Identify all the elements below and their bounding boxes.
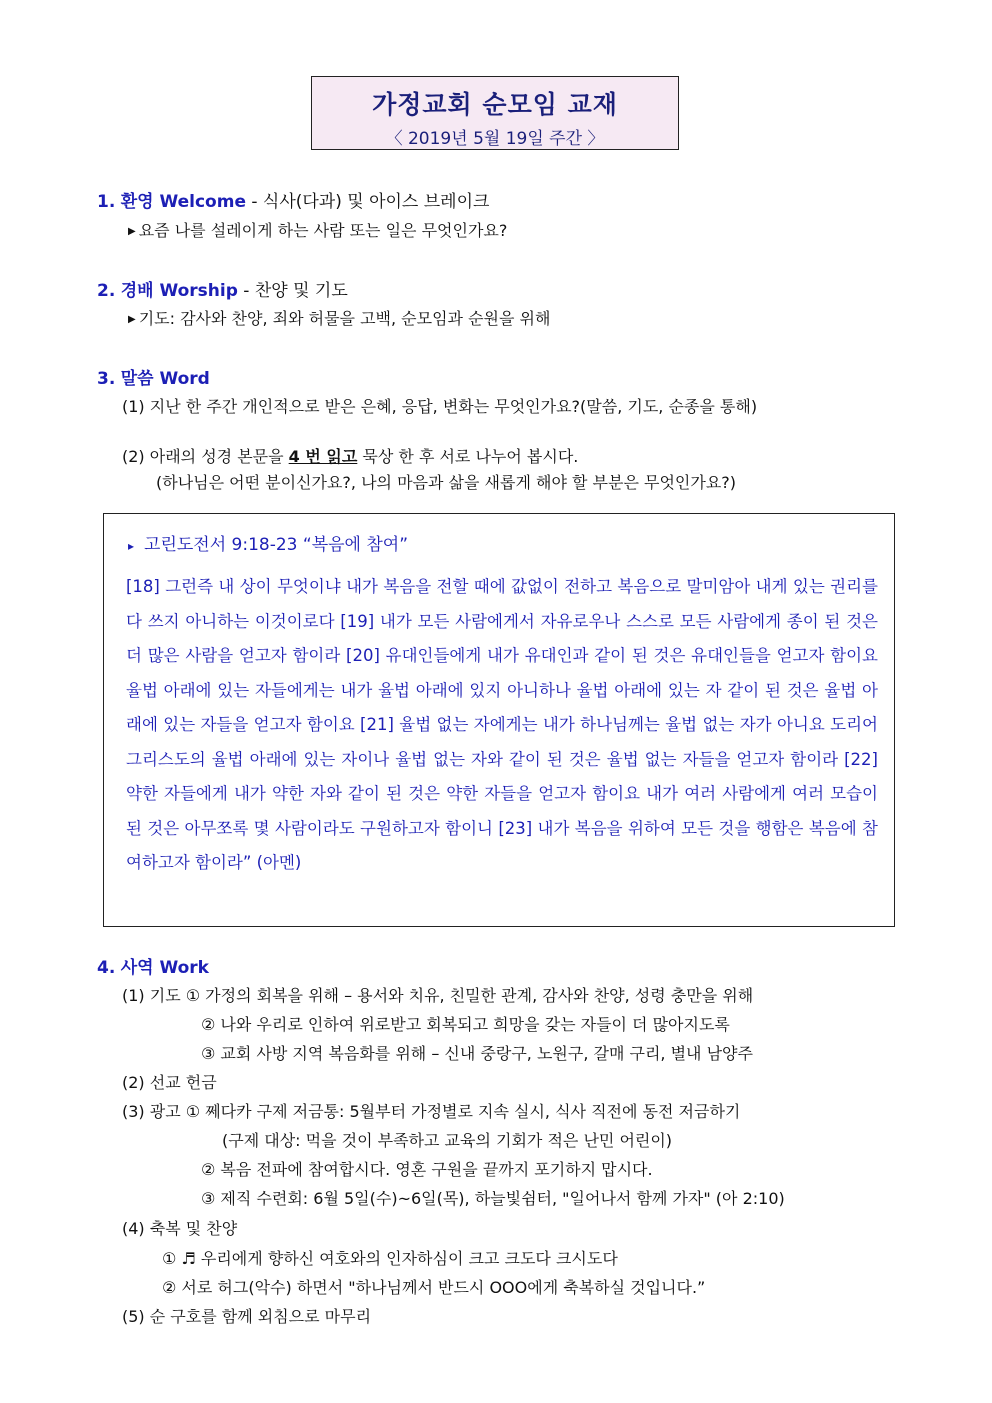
triangle-right-icon: ▶	[128, 226, 136, 237]
section-title: 환영 Welcome	[120, 192, 246, 212]
triangle-right-icon: ▸	[128, 539, 135, 553]
section-2-heading	[97, 276, 348, 301]
page-subtitle: 〈 2019년 5월 19일 주간 〉	[385, 129, 605, 149]
work-line: ② 서로 허그(악수) 하면서 "하나님께서 반드시 OOO에게 축복하실 것입니다.”	[162, 1278, 706, 1297]
work-line: (4) 축복 및 찬양	[122, 1219, 238, 1238]
work-line: (3) 광고 ① 쩨다카 구제 저금통: 5월부터 가정별로 지속 실시, 식사 직전에 동전 저금하기	[122, 1102, 741, 1121]
passage-text: [18] 그런즉 내 상이 무엇이냐 내가 복음을 전할 때에 값없이 전하고 복음으로 말미암아 내게 있는 권리를 다 쓰지 아니하는 이것이로다 [19] 내가 모든 사람에게서 자유로우나 스스로 모든 사람에게 종이 된 것은 더 많은 사람을 얻고자 함이라 [20] 유대인들에게 내가 유대인과 같이 된 것은 유대인들을 얻고자 함이요 율법 아래에 있는 자들에게는 내가 율법 아래에 있지 아니하나 율법 아래에 있는 자 같이 된 것은 율법 아래에 있는 자들을 얻고자 함이요 [21] 율법 없는 자에게는 내가 하나님께는 율법 없는 자가 아니요 도리어 그리스도의 율법 아래에 있는 자이나 율법 없는 자와 같이 된 것은 율법 없는 자들을 얻고자 함이라 [22] 약한 자들에게 내가 약한 자와 같이 된 것은 약한 자들을 얻고자 함이요 내가 여러 사람에게 여러 모습이 된 것은 아무쪼록 몇 사람이라도 구원하고자 함이니 [23] 내가 복음을 위하여 모든 것을 행함은 복음에 참여하고자 함이라” (아멘)	[126, 577, 878, 872]
section-3-q1: (1) 지난 한 주간 개인적으로 받은 은혜, 응답, 변화는 무엇인가요?(말씀, 기도, 순종을 통해)	[122, 397, 758, 416]
work-line: (2) 선교 헌금	[122, 1073, 217, 1092]
work-line: ② 복음 전파에 참여합시다. 영혼 구원을 끝까지 포기하지 맙시다.	[201, 1160, 653, 1179]
scripture-passage-box	[103, 513, 895, 927]
title-box	[311, 76, 679, 150]
passage-title	[128, 530, 408, 555]
section-2-prayer	[128, 306, 550, 329]
section-number: 4.	[97, 958, 116, 978]
section-number: 1.	[97, 192, 116, 212]
work-line: (1) 기도 ① 가정의 회복을 위해 – 용서와 치유, 친밀한 관계, 감사와 찬양, 성령 충만을 위해	[122, 986, 754, 1005]
section-title: 사역 Work	[120, 958, 209, 978]
section-desc: - 찬양 및 기도	[237, 281, 348, 301]
q2-text: (2) 아래의 성경 본문을	[122, 447, 289, 466]
prayer-text: 기도: 감사와 찬양, 죄와 허물을 고백, 순모임과 순원을 위해	[138, 309, 551, 328]
passage-title-text: 고린도전서 9:18-23 “복음에 참여”	[144, 535, 409, 555]
q2-text-end: 묵상 한 후 서로 나누어 봅시다.	[357, 447, 579, 466]
section-number: 2.	[97, 281, 116, 301]
q2-emphasis: 4 번 읽고	[288, 447, 358, 466]
work-line: (5) 순 구호를 함께 외침으로 마무리	[122, 1307, 372, 1326]
work-line: ② 나와 우리로 인하여 위로받고 회복되고 희망을 갖는 자들이 더 많아지도록	[201, 1015, 730, 1034]
section-4-heading	[97, 953, 209, 978]
section-1-question	[128, 218, 507, 241]
section-3-q2-sub: (하나님은 어떤 분이신가요?, 나의 마음과 삶을 새롭게 해야 할 부분은 무엇인가요?)	[156, 473, 737, 492]
section-number: 3.	[97, 369, 116, 389]
section-1-heading	[97, 187, 489, 212]
page-title: 가정교회 순모임 교재	[372, 90, 618, 119]
section-desc: - 식사(다과) 및 아이스 브레이크	[245, 192, 490, 212]
section-3-heading	[97, 364, 210, 389]
question-text: 요즘 나를 설레이게 하는 사람 또는 일은 무엇인가요?	[138, 221, 508, 240]
work-line: ① ♬ 우리에게 향하신 여호와의 인자하심이 크고 크도다 크시도다	[162, 1249, 618, 1268]
section-3-q2	[122, 444, 578, 467]
section-title: 말씀 Word	[120, 369, 210, 389]
triangle-right-icon: ▶	[128, 314, 136, 325]
work-line: ③ 제직 수련회: 6월 5일(수)~6일(목), 하늘빛쉼터, "일어나서 함께 가자" (아 2:10)	[201, 1189, 785, 1208]
work-line: ③ 교회 사방 지역 복음화를 위해 – 신내 중랑구, 노원구, 갈매 구리, 별내 남양주	[201, 1044, 753, 1063]
work-line: (구제 대상: 먹을 것이 부족하고 교육의 기회가 적은 난민 어린이)	[222, 1131, 673, 1150]
section-title: 경배 Worship	[120, 281, 238, 301]
